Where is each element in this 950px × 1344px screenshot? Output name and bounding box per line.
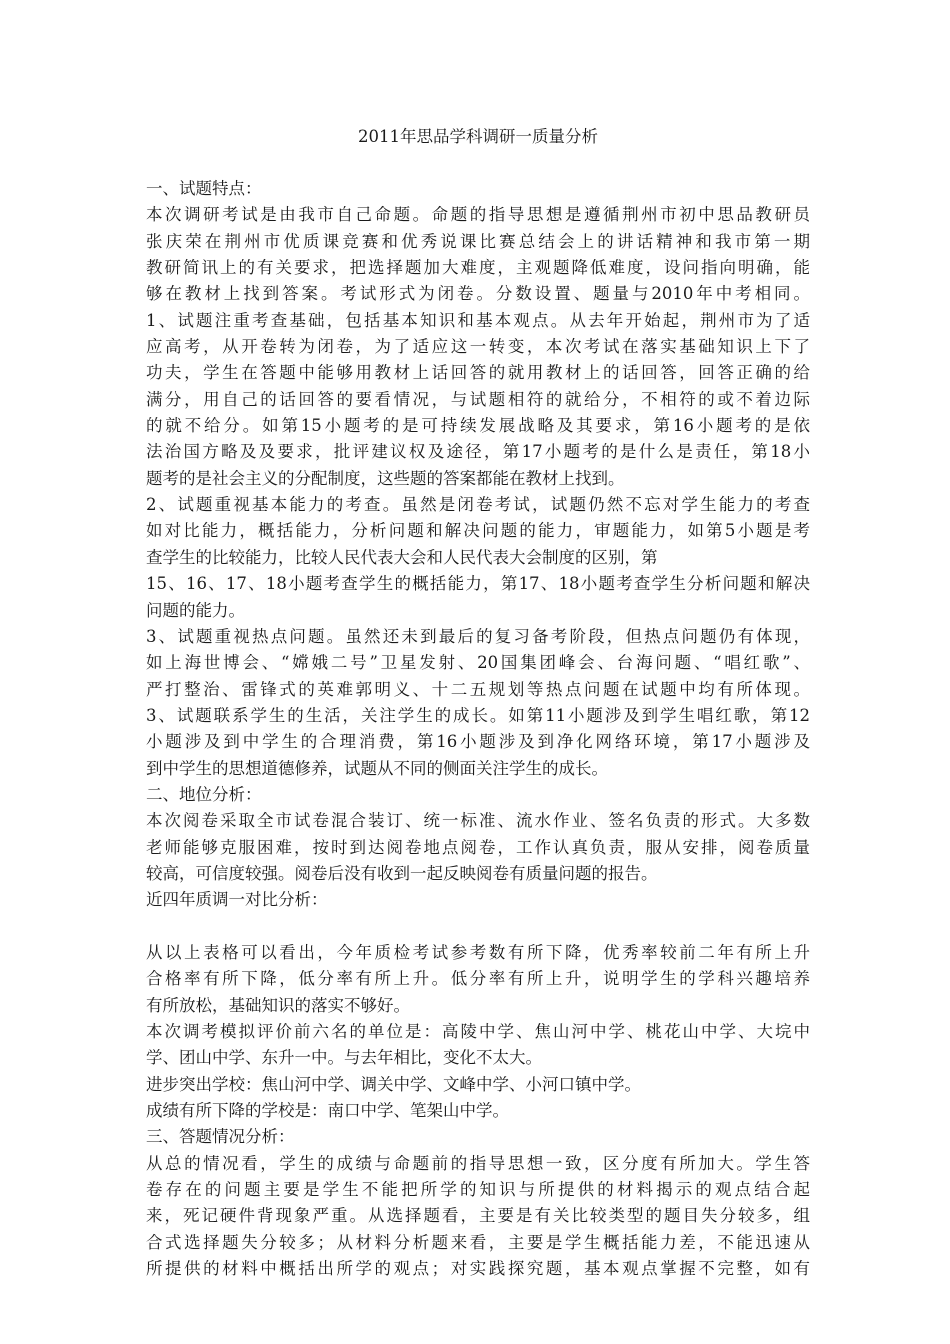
text-line: 老师能够克服困难，按时到达阅卷地点阅卷，工作认真负责，服从安排，阅卷质量 (146, 837, 810, 857)
text-line: 从总的情况看，学生的成绩与命题前的指导思想一致，区分度有所加大。学生答 (146, 1153, 810, 1173)
text-line: 题考的是社会主义的分配制度，这些题的答案都能在教材上找到。 (146, 468, 625, 488)
document-title: 2011年思品学科调研一质量分析 (358, 127, 598, 146)
text-line: 有所放松，基础知识的落实不够好。 (146, 995, 410, 1015)
text-line: 张庆荣在荆州市优质课竞赛和优秀说课比赛总结会上的讲话精神和我市第一期 (146, 231, 810, 251)
text-line: 够在教材上找到答案。考试形式为闭卷。分数设置、题量与2010年中考相同。 (146, 284, 810, 304)
text-line: 二、地位分析： (146, 784, 262, 804)
text-line: 查学生的比较能力，比较人民代表大会和人民代表大会制度的区别，第 (146, 547, 658, 567)
text-line: 合式选择题失分较多；从材料分析题来看，主要是学生概括能力差，不能迅速从 (146, 1232, 810, 1252)
text-line: 如对比能力，概括能力，分析问题和解决问题的能力，审题能力，如第5小题是考 (146, 521, 810, 541)
text-line: 法治国方略及及要求，批评建议权及途径，第17小题考的是什么是责任，第18小 (146, 442, 810, 462)
text-line: 3、试题重视热点问题。虽然还未到最后的复习备考阶段，但热点问题仍有体现， (146, 626, 810, 646)
text-line: 小题涉及到中学生的合理消费，第16小题涉及到净化网络环境，第17小题涉及 (146, 732, 810, 752)
text-line: 本次调考模拟评价前六名的单位是：高陵中学、焦山河中学、桃花山中学、大垸中 (146, 1022, 810, 1041)
document-body (146, 176, 810, 1282)
text-line: 的就不给分。如第15小题考的是可持续发展战略及其要求，第16小题考的是依 (146, 416, 810, 436)
text-line: 3、试题联系学生的生活，关注学生的成长。如第11小题涉及到学生唱红歌，第12 (146, 705, 810, 725)
text-line: 本次阅卷采取全市试卷混合装订、统一标准、流水作业、签名负责的形式。大多数 (146, 811, 810, 831)
text-line: 到中学生的思想道德修养，试题从不同的侧面关注学生的成长。 (146, 758, 608, 778)
text-line: 较高，可信度较强。阅卷后没有收到一起反映阅卷有质量问题的报告。 (146, 863, 658, 883)
text-line: 合格率有所下降，低分率有所上升。低分率有所上升，说明学生的学科兴趣培养 (146, 969, 810, 989)
text-line: 三、答题情况分析： (146, 1127, 295, 1147)
text-line: 严打整治、雷锋式的英难郭明义、十二五规划等热点问题在试题中均有所体现。 (146, 679, 810, 699)
text-line: 2、试题重视基本能力的考查。虽然是闭卷考试，试题仍然不忘对学生能力的考查 (146, 495, 810, 515)
text-line: 本次调研考试是由我市自己命题。命题的指导思想是遵循荆州市初中思品教研员 (146, 205, 810, 225)
text-line: 如上海世博会、“嫦娥二号”卫星发射、20国集团峰会、台海问题、“唱红歌”、 (146, 653, 810, 673)
text-line: 所提供的材料中概括出所学的观点；对实践探究题，基本观点掌握不完整，如有 (146, 1259, 810, 1279)
text-line: 一、试题特点： (146, 179, 262, 198)
text-line: 进步突出学校：焦山河中学、调关中学、文峰中学、小河口镇中学。 (146, 1074, 641, 1094)
text-line: 来，死记硬件背现象严重。从选择题看，主要是有关比较类型的题目失分较多，组 (146, 1206, 810, 1226)
blank-line (146, 914, 810, 940)
text-line: 成绩有所下降的学校是：南口中学、笔架山中学。 (146, 1101, 509, 1121)
text-line: 功夫，学生在答题中能够用教材上话回答的就用教材上的话回答，回答正确的给 (146, 363, 810, 383)
text-line: 教研简讯上的有关要求，把选择题加大难度，主观题降低难度，设问指向明确，能 (146, 258, 810, 278)
text-line: 满分，用自己的话回答的要看情况，与试题相符的就给分，不相符的或不着边际 (146, 389, 810, 409)
text-line: 应高考，从开卷转为闭卷，为了适应这一转变，本次考试在落实基础知识上下了 (146, 337, 810, 357)
text-line: 近四年质调一对比分析： (146, 890, 328, 910)
text-line: 从以上表格可以看出，今年质检考试参考数有所下降，优秀率较前二年有所上升 (146, 942, 810, 962)
text-line: 1、试题注重考查基础，包括基本知识和基本观点。从去年开始起，荆州市为了适 (146, 310, 810, 330)
text-line: 15、16、17、18小题考查学生的概括能力，第17、18小题考查学生分析问题和解决 (146, 574, 810, 594)
text-line: 学、团山中学、东升一中。与去年相比，变化不太大。 (146, 1048, 542, 1068)
text-line: 问题的能力。 (146, 600, 245, 620)
text-line: 卷存在的问题主要是学生不能把所学的知识与所提供的材料揭示的观点结合起 (146, 1180, 810, 1200)
